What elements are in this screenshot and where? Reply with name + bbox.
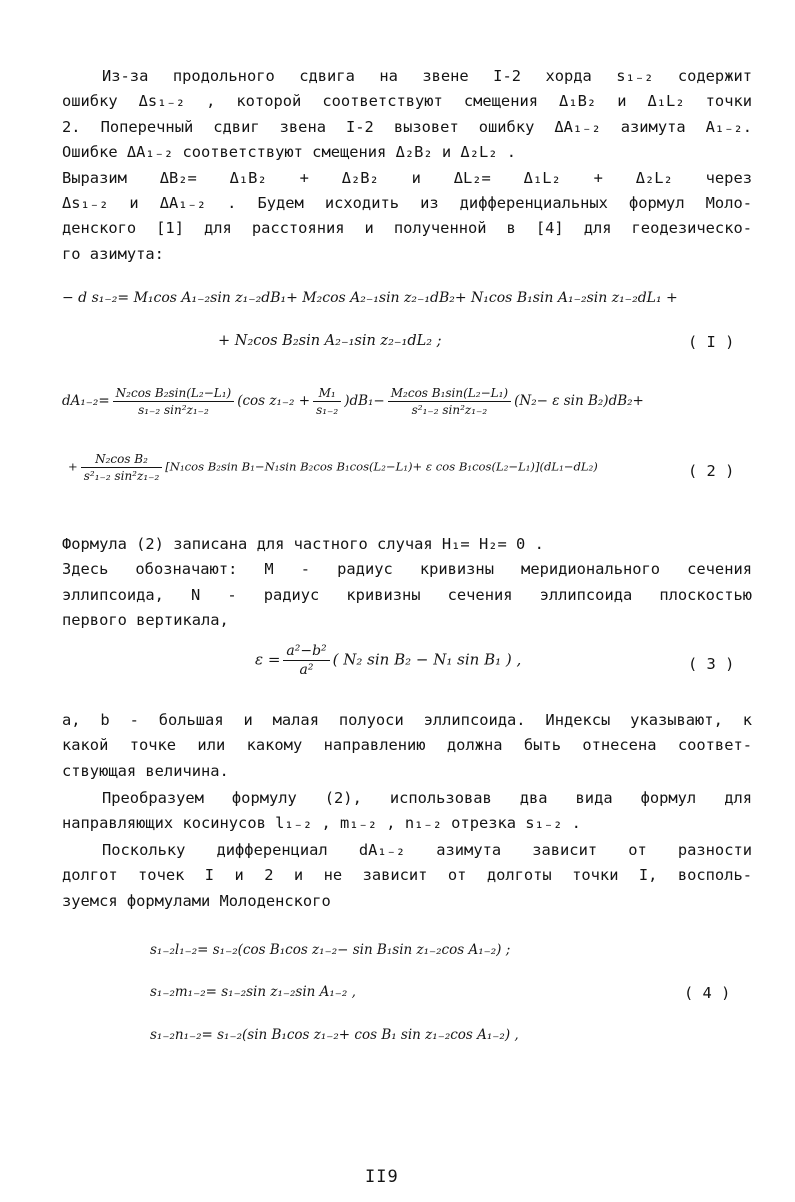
fraction: $\frac{\text{N₂cos B₂}}{\text{s²₁₋₂ sin²z₁₋₂}}$ <box>81 452 163 483</box>
text-line: Δs₁₋₂ и ΔA₁₋₂ . Будем исходить из дифференциальных формул Моло- <box>62 194 752 213</box>
text-line: направляющих косинусов l₁₋₂ , m₁₋₂ , n₁₋₂ отрезка s₁₋₂ . <box>62 814 581 833</box>
text-line: денского [1] для расстояния и полученной в [4] для геодезическо- <box>62 219 752 238</box>
formula-4-line-2: s₁₋₂m₁₋₂= s₁₋₂sin z₁₋₂sin A₁₋₂ , <box>150 984 356 1000</box>
text-line: Из-за продольного сдвига на звене I-2 хорда s₁₋₂ содержит <box>102 67 752 85</box>
formula-3: ε = $\frac{\text{a²−b²}}{\text{a²}}$ ( N₂ sin B₂ − N₁ sin B₁ ) , <box>255 643 522 678</box>
fraction: $\frac{\text{M₂cos B₁sin(L₂−L₁)}}{\text{s²₁₋₂ sin²z₁₋₂}}$ <box>388 386 511 417</box>
equation-number-2: ( 2 ) <box>688 462 735 480</box>
text-line: a, b - большая и малая полуоси эллипсоида. Индексы указывают, к <box>62 711 752 729</box>
paragraph-differential <box>62 838 752 914</box>
equation-number-3: ( 3 ) <box>688 655 735 673</box>
text-line: Ошибке ΔA₁₋₂ соответствуют смещения Δ₂B₂ и Δ₂L₂ . <box>62 143 517 162</box>
text-line: зуемся формулами Молоденского <box>62 891 331 910</box>
formula-2-line-2: + $\frac{\text{N₂cos B₂}}{\text{s²₁₋₂ sin²z₁₋₂}}$ [N₁cos B₂sin B₁−N₁sin B₂cos B₁cos(L₂−L₁)+ ε cos B₁cos(L₂−L₁)](dL₁−dL₂) <box>68 452 598 483</box>
text-line: Выразим ΔB₂= Δ₁B₂ + Δ₂B₂ и ΔL₂= Δ₁L₂ + Δ₂L₂ через <box>62 168 752 187</box>
formula-1-line-2: + N₂cos B₂sin A₂₋₁sin z₂₋₁dL₂ ; <box>218 333 442 349</box>
paragraph-definitions <box>62 532 752 634</box>
text-line: 2. Поперечный сдвиг звена I-2 вызовет ошибку ΔA₁₋₂ азимута A₁₋₂. <box>62 117 752 136</box>
equation-number-4: ( 4 ) <box>684 984 731 1002</box>
formula-2-line-1: dA₁₋₂= $\frac{\text{N₂cos B₂sin(L₂−L₁)}}{\text{s₁₋₂ sin²z₁₋₂}}$ (cos z₁₋₂ + $\frac{\text{M₁}}{\text{s₁₋₂}}$ )dB₁− $\frac{\text{M₂cos B₁sin(L₂−L₁)}}{\text{s²₁₋₂ sin²z₁₋₂}}$ (N₂− ε sin B₂)dB₂+ <box>62 386 644 417</box>
paragraph-intro <box>62 64 752 267</box>
fraction: $\frac{\text{M₁}}{\text{s₁₋₂}}$ <box>313 386 341 417</box>
formula-4-line-3: s₁₋₂n₁₋₂= s₁₋₂(sin B₁cos z₁₋₂+ cos B₁ sin z₁₋₂cos A₁₋₂) , <box>150 1027 519 1043</box>
formula-2-lhs: dA₁₋₂= <box>62 393 110 409</box>
paragraph-axes <box>62 708 752 784</box>
formula-1-line-1: − d s₁₋₂= M₁cos A₁₋₂sin z₁₋₂dB₁+ M₂cos A₂₋₁sin z₂₋₁dB₂+ N₁cos B₁sin A₁₋₂sin z₁₋₂dL₁ + <box>62 290 678 306</box>
page-number: II9 <box>365 1167 399 1187</box>
fraction: $\frac{\text{N₂cos B₂sin(L₂−L₁)}}{\text{s₁₋₂ sin²z₁₋₂}}$ <box>113 386 235 417</box>
text-line: эллипсоида, N - радиус кривизны сечения эллипсоида плоскостью <box>62 585 752 604</box>
text-line: ошибку Δs₁₋₂ , которой соответствуют смещения Δ₁B₂ и Δ₁L₂ точки <box>62 92 752 111</box>
text-line: ствующая величина. <box>62 761 229 780</box>
text-line: Здесь обозначают: M - радиус кривизны меридионального сечения <box>62 560 752 579</box>
text-line: Преобразуем формулу (2), использовав два вида формул для <box>102 789 752 807</box>
text-line: долгот точек I и 2 и не зависит от долготы точки I, восполь- <box>62 866 752 885</box>
text-line: го азимута: <box>62 244 164 263</box>
formula-4-line-1: s₁₋₂l₁₋₂= s₁₋₂(cos B₁cos z₁₋₂− sin B₁sin z₁₋₂cos A₁₋₂) ; <box>150 942 511 958</box>
text-line: первого вертикала, <box>62 611 229 630</box>
fraction: $\frac{\text{a²−b²}}{\text{a²}}$ <box>283 643 329 678</box>
text-line: какой точке или какому направлению должна быть отнесена соответ- <box>62 736 752 755</box>
paragraph-transform <box>62 786 752 837</box>
equation-number-1: ( I ) <box>688 333 735 351</box>
text-line: Поскольку дифференциал dA₁₋₂ азимута зависит от разности <box>102 841 752 859</box>
text-line: Формула (2) записана для частного случая H₁= H₂= 0 . <box>62 535 544 553</box>
